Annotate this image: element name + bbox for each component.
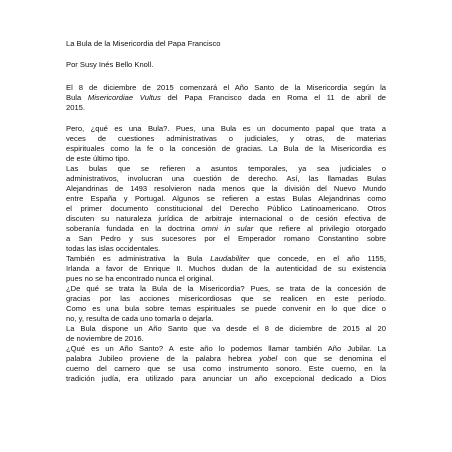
paragraph-1-line-3: 2015.	[66, 103, 86, 112]
paragraph-3-line-7	[66, 224, 386, 234]
paragraph-7-line-2	[66, 354, 386, 364]
paragraph-6-line-2: de noviembre de 2016.	[66, 334, 144, 343]
paragraph-5-line-1: ¿De qué se trata la Bula de la Misericordia? Pues, se trata de la concesión de	[66, 284, 386, 293]
text-span: Bula	[66, 93, 88, 102]
text-span: del Papa Francisco dada en Roma el 11 de abril de	[160, 93, 387, 102]
paragraph-7-line-4: tradición judía, era utilizado para anunciar un año excepcional dedicado a Dios	[66, 374, 386, 383]
paragraph-4-line-1	[66, 254, 386, 264]
bula-name-italic: Misericordiae Vultus	[87, 93, 161, 102]
text-span: palabra Jubileo proviene de la palabra hebrea	[66, 354, 260, 363]
doctrine-italic: omni in sular	[201, 224, 254, 233]
text-span: También es administrativa la Bula	[66, 254, 211, 263]
paragraph-2-line-2: veces de cuestiones administrativas o judiciales, y otras, de materias	[66, 134, 386, 143]
paragraph-2-line-4: de este último tipo.	[66, 154, 130, 163]
laudabiliter-italic: Laudabiliter	[210, 254, 250, 263]
text-span: que concede, en el año 1155,	[249, 254, 386, 263]
paragraph-4-line-3: pues no se ha encontrado nunca el original.	[66, 274, 214, 283]
paragraph-3-line-2: administrativos, involucran una cuestión de derecho. Así, las llamadas Bulas	[66, 174, 386, 183]
paragraph-3-line-5: el primer documento constitucional del Derecho Público Latinoamericano. Otros	[66, 204, 386, 213]
paragraph-5-line-4: no, y, resulta de cada uno tomarla o dejarla.	[66, 314, 214, 323]
paragraph-5-line-3: Como es una bula sobre temas espirituales se puede convenir en lo que dice o	[66, 304, 386, 313]
paragraph-3-line-4: entre España y Portugal. Algunos se refieren a estas Bulas Alejandrinas como	[66, 194, 386, 203]
paragraph-7-line-3: cuerno del carnero que se usa como instrumento sonoro. Este cuerno, en la	[66, 364, 386, 373]
paragraph-3-line-9: todas las islas occidentales.	[66, 244, 161, 253]
paragraph-4-line-2: Irlanda a favor de Enrique II. Muchos dudan de la autenticidad de su existencia	[66, 264, 386, 273]
document-title: La Bula de la Misericordia del Papa Francisco	[66, 39, 221, 48]
paragraph-3-line-3: Alejandrinas de 1493 resolvieron nada menos que la división del Nuevo Mundo	[66, 184, 386, 193]
document-author: Por Susy Inés Bello Knoll.	[66, 60, 154, 69]
paragraph-5-line-2: gracias por las acciones misericordiosas que se realicen en este período.	[66, 294, 386, 303]
paragraph-3-line-6: discuten su naturaleza jurídica de arbitraje internacional o de cesión efectiva de	[66, 214, 386, 223]
text-span: que refiere al privilegio otorgado	[253, 224, 386, 233]
paragraph-6-line-1: La Bula dispone un Año Santo que va desde el 8 de diciembre de 2015 al 20	[66, 324, 386, 333]
yobel-italic: yobel	[259, 354, 278, 363]
paragraph-7-line-1: ¿Qué es un Año Santo? A este año lo podemos llamar también Año Jubilar. La	[66, 344, 386, 353]
paragraph-1-line-1: El 8 de diciembre de 2015 comenzará el Año Santo de la Misericordia según la	[66, 83, 386, 92]
text-span: soberanía fundada en la doctrina	[66, 224, 202, 233]
text-span: con que se denomina el	[277, 354, 386, 363]
paragraph-3-line-1: Las bulas que se refieren a asuntos temporales, ya sea judiciales o	[66, 164, 386, 173]
paragraph-2-line-3: espirituales como la fe o la concesión de gracias. La Bula de la Misericordia es	[66, 144, 386, 153]
paragraph-1-line-2	[66, 93, 386, 103]
paragraph-3-line-8: a San Pedro y sus sucesores por el Emperador romano Constantino sobre	[66, 234, 386, 243]
paragraph-2-line-1: Pero, ¿qué es una Bula?. Pues, una Bula es un documento papal que trata a	[66, 124, 386, 133]
